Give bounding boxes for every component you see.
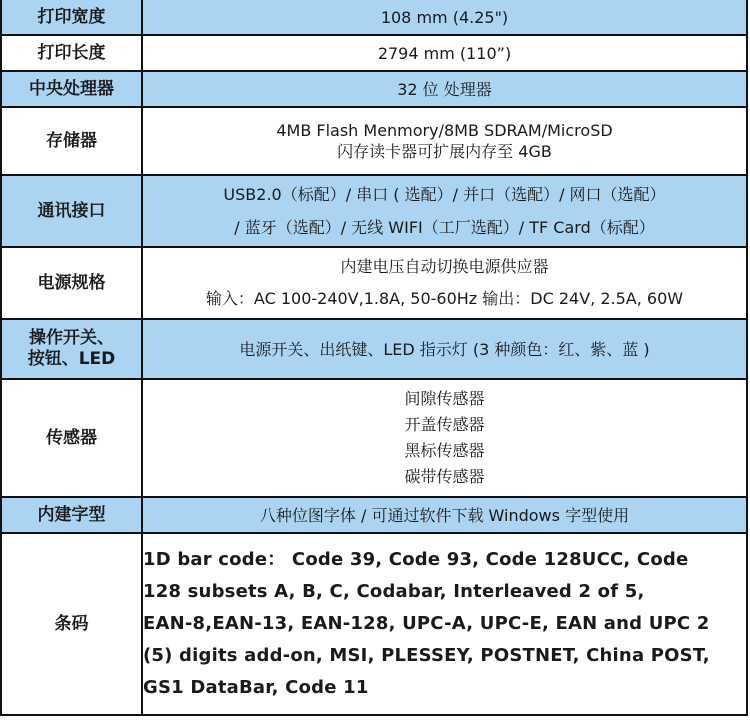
spec-value-line: 电源开关、出纸键、LED 指示灯 (3 种颜色：红、紫、蓝 ) — [239, 339, 650, 359]
spec-row-cpu — [1, 71, 747, 107]
spec-value — [142, 379, 747, 497]
spec-value — [142, 319, 747, 379]
spec-value-line: 32 位 处理器 — [397, 79, 492, 99]
spec-value — [142, 0, 747, 35]
spec-value-line: 2794 mm (110”) — [377, 43, 512, 63]
spec-value-line: / 蓝牙（选配）/ 无线 WIFI（工厂选配）/ TF Card（标配） — [234, 218, 655, 237]
spec-label-line: 操作开关、 — [29, 328, 114, 348]
spec-value-line: USB2.0（标配）/ 串口 ( 选配）/ 并口（选配）/ 网口（选配） — [223, 185, 666, 204]
spec-label — [1, 319, 142, 379]
spec-value-line: 输入：AC 100-240V,1.8A, 50-60Hz 输出：DC 24V, 2.5A, 60W — [205, 289, 684, 308]
spec-value-line: 黑标传感器 — [404, 441, 485, 460]
spec-row-print-length — [1, 35, 747, 71]
spec-label-line: 按钮、LED — [27, 349, 116, 369]
spec-label: 打印长度 — [1, 35, 142, 71]
spec-value-line: 间隙传感器 — [404, 389, 485, 408]
spec-label: 中央处理器 — [1, 71, 142, 107]
spec-value — [142, 71, 747, 107]
spec-label: 电源规格 — [1, 247, 142, 319]
spec-value — [142, 533, 747, 715]
spec-label: 存储器 — [1, 107, 142, 175]
spec-value-line: 开盖传感器 — [404, 415, 485, 434]
spec-value — [142, 107, 747, 175]
spec-value-line: (5) digits add-on, MSI, PLESSEY, POSTNET, China POST, — [143, 645, 710, 666]
spec-label: 通讯接口 — [1, 175, 142, 247]
spec-label: 内建字型 — [1, 497, 142, 533]
spec-row-interfaces — [1, 175, 747, 247]
spec-row-barcodes — [1, 533, 747, 715]
spec-value-line: 4MB Flash Menmory/8MB SDRAM/MicroSD — [276, 121, 613, 140]
spec-row-memory — [1, 107, 747, 175]
spec-label: 打印宽度 — [1, 0, 142, 35]
spec-value — [142, 175, 747, 247]
spec-value-line: 闪存读卡器可扩展内存至 4GB — [337, 142, 552, 161]
spec-row-controls — [1, 319, 747, 379]
spec-row-fonts — [1, 497, 747, 533]
spec-value-line: 内建电压自动切换电源供应器 — [340, 257, 549, 276]
spec-label: 条码 — [1, 533, 142, 715]
spec-value-line: 128 subsets A, B, C, Codabar, Interleaved 2 of 5, — [143, 581, 645, 602]
spec-value-line: 1D bar code： Code 39, Code 93, Code 128UCC, Code — [143, 549, 689, 570]
spec-row-power — [1, 247, 747, 319]
spec-value — [142, 35, 747, 71]
spec-value-line: EAN-8,EAN-13, EAN-128, UPC-A, UPC-E, EAN and UPC 2 — [143, 613, 710, 634]
spec-value — [142, 497, 747, 533]
spec-value-line: GS1 DataBar, Code 11 — [143, 677, 369, 698]
spec-value — [142, 247, 747, 319]
spec-value-line: 108 mm (4.25") — [380, 7, 509, 27]
spec-row-print-width — [1, 0, 747, 35]
spec-value-line: 八种位图字体 / 可通过软件下载 Windows 字型使用 — [259, 505, 630, 525]
spec-row-sensors — [1, 379, 747, 497]
spec-value-line: 碳带传感器 — [404, 467, 485, 486]
spec-label: 传感器 — [1, 379, 142, 497]
